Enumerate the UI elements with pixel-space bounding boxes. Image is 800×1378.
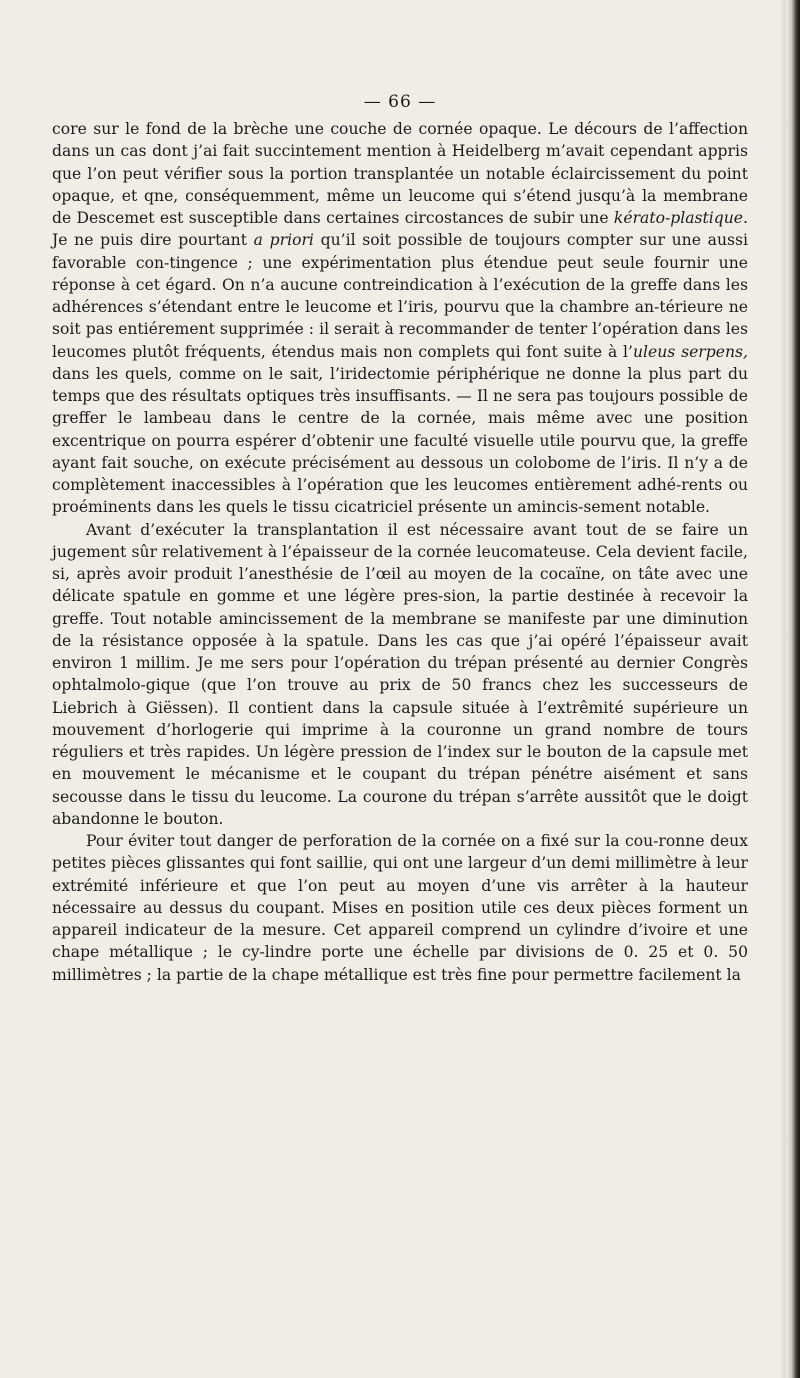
italic-term-a-priori: a priori	[253, 231, 314, 250]
paragraph-3: Pour éviter tout danger de perforation de la cornée on a fixé sur la cou-ronne deux petites pièces glissantes qui font saillie, qui ont une largeur d’un demi millimètre à leur extrémité inférieure et que l’on peut au moyen d’une vis arrêter à la hauteur nécessaire au dessus du coupant. Mises en position utile ces deux pièces forment un appareil indicateur de la mesure. Cet appareil comprend un cylindre d’ivoire et une chape métallique ; le cy-lindre porte une échelle par divisions de 0. 25 et 0. 50 millimètres ; la partie de la chape métallique est très fine pour permettre facilement la	[52, 832, 748, 984]
paragraph-1-text-b: Je ne puis dire pourtant	[52, 231, 254, 250]
book-binding-edge	[786, 0, 800, 1378]
paragraph-2: Avant d’exécuter la transplantation il est nécessaire avant tout de se faire un jugement sûr relativement à l’épaisseur de la cornée leucomateuse. Cela devient facile, si, après avoir produit l’anesthésie de l’œil au moyen de la cocaïne, on tâte avec une délicate spatule en gomme et une légère pres-sion, la partie destinée à recevoir la greffe. Tout notable amincissement de la membrane se manifeste par une diminution de la résistance opposée à la spatule. Dans les cas que j’ai opéré l’épaisseur avait environ 1 millim. Je me sers pour l’opération du trépan présenté au dernier Congrès ophtalmolo-gique (que l’on trouve au prix de 50 francs chez les successeurs de Liebrich à Giëssen). Il contient dans la capsule située à l’extrêmité supérieure un mouvement d’horlogerie qui imprime à la couronne un grand nombre de tours réguliers et très rapides. Un légère pression de l’index sur le bouton de la capsule met en mouvement le mécanisme et le coupant du trépan pénétre aisément et sans secousse dans le tissu du leucome. La courone du trépan s’arrête aussitôt que le doigt abandonne le bouton.	[52, 520, 748, 828]
italic-term-uleus-serpens: uleus serpens,	[632, 342, 748, 361]
italic-term-kerato-plastique: kérato-plastique.	[613, 209, 748, 227]
paragraph-1-text-d: dans les quels, comme on le sait, l’iridectomie périphérique ne donne la plus part du temps que des résultats optiques très insuffisants. — Il ne sera pas toujours possible de greffer le lambeau dans le centre de la cornée, mais même avec une position excentrique on pourra espérer d’obtenir une faculté visuelle utile pourvu que, la greffe ayant fait souche, on exécute précisément au dessous un colobome de l’iris. Il n’y a de complètement inaccessibles à l’opération que les leucomes entièrement adhé-rents ou proéminents dans les quels le tissu cicatriciel présente un amincis-sement notable.	[52, 364, 748, 517]
paragraph-1-text-a: core sur le fond de la brèche une couche de cornée opaque. Le décours de l’affection dans un cas dont j’ai fait succintement mention à Heidelberg m’avait cependant appris que l’on peut vérifier sous la portion transplantée un notable éclaircissement du point opaque, et qne, conséquemment, même un leucome qui s’étend jusqu’à la membrane de Descemet est susceptible dans certaines circostances de subir une	[52, 120, 748, 227]
body-text	[52, 118, 748, 986]
page-number: — 66 —	[363, 92, 437, 112]
paragraph-1-text-c: qu’il soit possible de toujours compter sur une aussi favorable con-tingence ; une expérimentation plus étendue peut seule fournir une réponse à cet égard. On n’a aucune contreindication à l’exécution de la greffe dans les adhérences s’étendant entre le leucome et l’iris, pourvu que la chambre an-térieure ne soit pas entiérement supprimée : il serait à recommander de tenter l’opération dans les leucomes plutôt fréquents, étendus mais non complets qui font suite à l’	[52, 231, 748, 361]
paragraph-1	[52, 118, 748, 519]
